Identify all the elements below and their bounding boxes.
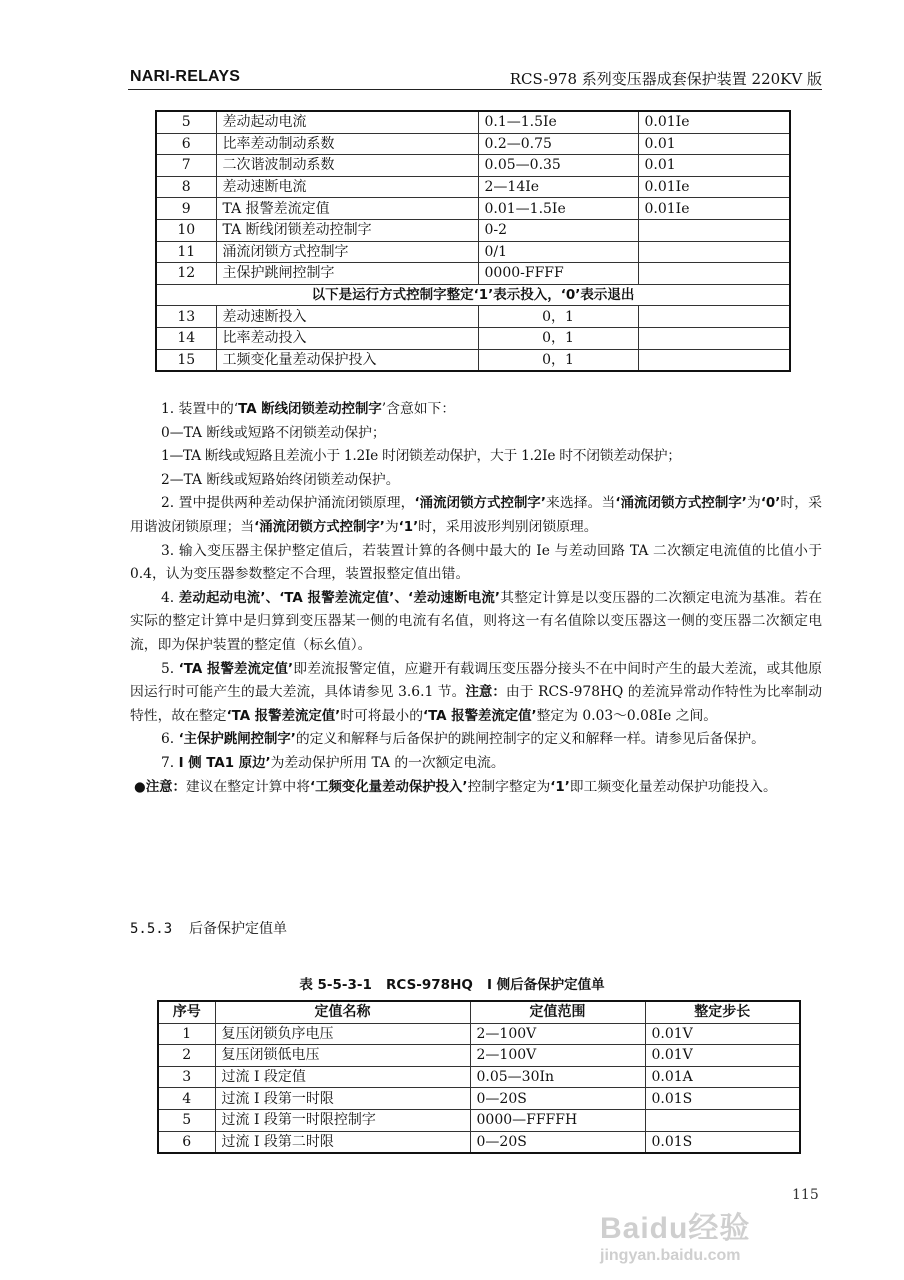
setting-range: 0/1: [478, 241, 638, 263]
setting-name: TA 报警差流定值: [216, 198, 478, 220]
para-7: [130, 752, 822, 776]
text: 1. 装置中的‘: [161, 401, 239, 417]
text: 时，采用波形判别闭锁原理。: [418, 518, 598, 535]
bold-text: ‘0’: [760, 496, 781, 512]
row-number: 5: [158, 1109, 215, 1131]
table-header-row: [158, 1001, 800, 1023]
row-number: 7: [156, 155, 216, 177]
col-header: 定值范围: [470, 1001, 645, 1023]
setting-name: 工频变化量差动保护投入: [216, 349, 478, 371]
table-note: 以下是运行方式控制字整定‘1’表示投入，‘0’表示退出: [156, 284, 790, 306]
row-number: 15: [156, 349, 216, 371]
setting-range: 0，1: [478, 306, 638, 328]
table-row: [156, 198, 790, 220]
text: 7.: [161, 754, 179, 771]
row-number: 9: [156, 198, 216, 220]
header-brand: NARI-RELAYS: [130, 68, 241, 85]
header-divider: [128, 89, 822, 90]
text: 整定为 0.03～0.08Ie 之间。: [536, 707, 718, 724]
bold-text: ‘TA 报警差流定值’: [423, 708, 537, 724]
table-row: [158, 1109, 800, 1131]
row-number: 6: [156, 133, 216, 155]
setting-range: 0000—FFFFH: [470, 1109, 645, 1131]
setting-name: 过流 I 段第一时限控制字: [215, 1109, 470, 1131]
row-number: 8: [156, 176, 216, 198]
setting-range: 0.05—30In: [470, 1066, 645, 1088]
table-note-row: [156, 284, 790, 306]
setting-name: 复压闭锁负序电压: [215, 1023, 470, 1045]
section-number: 5.5.3: [130, 921, 173, 937]
setting-name: TA 断线闭锁差动控制字: [216, 219, 478, 241]
setting-name: 复压闭锁低电压: [215, 1045, 470, 1067]
bold-text: ‘主保护跳闸控制字’: [178, 732, 296, 748]
text: 即差流报警定值，应避开有载调压变压器分接头不在中间时产生的最大差流，或其他原因运行时可能产生的最大差流，具体请参见 3.6.1 节。: [130, 660, 822, 701]
text: 其整定计算是以变压器的二次额定电流为基准。若在实际的整定计算中是归算到变压器某一侧的电流有名值，则将这一有名值除以变压器这一侧的变压器二次额定电流，即为保护装置的整定值（标幺值）。: [130, 589, 822, 653]
setting-range: 0.1—1.5Ie: [478, 111, 638, 133]
setting-name: 涌流闭锁方式控制字: [216, 241, 478, 263]
setting-step: [645, 1109, 800, 1131]
page-number: 115: [792, 1187, 819, 1203]
row-number: 1: [158, 1023, 215, 1045]
bold-text: 差动起动电流’、‘TA 报警差流定值’、‘差动速断电流’: [178, 590, 500, 606]
setting-step: [638, 263, 790, 285]
row-number: 5: [156, 111, 216, 133]
bold-text: ‘TA 报警差流定值’: [178, 661, 294, 677]
setting-step: [638, 306, 790, 328]
table-caption: 表 5-5-3-1 RCS-978HQ I 侧后备保护定值单: [299, 977, 605, 993]
setting-name: 过流 I 段定值: [215, 1066, 470, 1088]
table-row: [156, 219, 790, 241]
setting-name: 比率差动制动系数: [216, 133, 478, 155]
setting-step: 0.01: [638, 133, 790, 155]
bold-text: TA 断线闭锁差动控制字: [238, 402, 382, 417]
col-header: 定值名称: [215, 1001, 470, 1023]
text: 5.: [161, 660, 179, 677]
notes-body: [130, 398, 822, 799]
table-row: [158, 1088, 800, 1110]
table-row: [156, 155, 790, 177]
section-title: 后备保护定值单: [189, 921, 288, 937]
text: 6.: [161, 731, 179, 748]
table-row: [156, 263, 790, 285]
setting-name: 过流 I 段第一时限: [215, 1088, 470, 1110]
row-number: 3: [158, 1066, 215, 1088]
setting-name: 主保护跳闸控制字: [216, 263, 478, 285]
col-header: 序号: [158, 1001, 215, 1023]
setting-range: 2—100V: [470, 1023, 645, 1045]
setting-range: 0.2—0.75: [478, 133, 638, 155]
text: 时可将最小的: [340, 707, 423, 724]
row-number: 11: [156, 241, 216, 263]
para-1a: 0—TA 断线或短路不闭锁差动保护；: [161, 424, 386, 441]
para-5: [130, 658, 822, 729]
watermark-logo: Baidu经验: [600, 1212, 751, 1245]
row-number: 4: [158, 1088, 215, 1110]
bold-text: ‘涌流闭锁方式控制字’: [254, 519, 385, 535]
setting-range: 2—100V: [470, 1045, 645, 1067]
table-row: [156, 241, 790, 263]
bold-text: ‘1’: [398, 519, 419, 535]
bold-text: I 侧 TA1 原边’: [178, 755, 271, 771]
note-paragraph: [130, 776, 822, 800]
baidu-watermark: [600, 1214, 750, 1264]
setting-name: 差动速断投入: [216, 306, 478, 328]
bold-text: ●: [134, 779, 146, 795]
row-number: 2: [158, 1045, 215, 1067]
setting-step: [638, 327, 790, 349]
setting-step: 0.01V: [645, 1023, 800, 1045]
setting-step: [638, 349, 790, 371]
setting-name: 差动起动电流: [216, 111, 478, 133]
setting-range: 0-2: [478, 219, 638, 241]
header-title: RCS-978 系列变压器成套保护装置 220KV 版: [509, 70, 822, 88]
row-number: 14: [156, 327, 216, 349]
setting-range: 0000-FFFF: [478, 263, 638, 285]
para-6: [130, 728, 822, 752]
table-row: [156, 349, 790, 371]
text: 为差动保护所用 TA 的一次额定电流。: [270, 754, 505, 771]
bold-text: ‘TA 报警差流定值’: [226, 708, 341, 724]
text: 4.: [161, 589, 179, 606]
para-4: [130, 587, 822, 658]
text: ’含意如下：: [381, 401, 456, 417]
text: 控制字整定为: [467, 778, 551, 795]
text: 由于 RCS-978HQ 的差流异常动作特性为比率制动特性，故在整定: [130, 684, 822, 724]
setting-range: 0.05—0.35: [478, 155, 638, 177]
setting-step: 0.01Ie: [638, 176, 790, 198]
table-row: [158, 1131, 800, 1153]
setting-range: 0，1: [478, 349, 638, 371]
setting-range: 0—20S: [470, 1131, 645, 1153]
bold-text: ‘涌流闭锁方式控制字’: [414, 496, 546, 512]
table-row: [156, 176, 790, 198]
row-number: 10: [156, 219, 216, 241]
setting-name: 二次谐波制动系数: [216, 155, 478, 177]
para-1b: 1—TA 断线或短路且差流小于 1.2Ie 时闭锁差动保护，大于 1.2Ie 时不闭锁差动保护；: [161, 448, 681, 465]
text: 建议在整定计算中将: [185, 778, 311, 795]
setting-step: [638, 219, 790, 241]
text: 为: [746, 495, 761, 512]
table-row: [156, 327, 790, 349]
text: 即工频变化量差动保护功能投入。: [569, 778, 777, 795]
table-row: [158, 1066, 800, 1088]
text: 时，采用谐波闭锁原理；当: [130, 495, 822, 535]
row-number: 12: [156, 263, 216, 285]
bold-text: 注意：: [145, 779, 186, 795]
bold-text: ‘涌流闭锁方式控制字’: [615, 496, 747, 512]
table-row: [156, 306, 790, 328]
bold-text: 注意：: [465, 685, 506, 701]
table-row: [156, 133, 790, 155]
setting-step: 0.01V: [645, 1045, 800, 1067]
table-row: [158, 1045, 800, 1067]
para-1: [130, 398, 822, 422]
setting-step: 0.01Ie: [638, 111, 790, 133]
setting-name: 差动速断电流: [216, 176, 478, 198]
para-2: [130, 492, 822, 539]
setting-step: 0.01S: [645, 1131, 800, 1153]
settings-table-main: [155, 110, 791, 372]
backup-protection-table: [157, 1000, 801, 1154]
col-header: 整定步长: [645, 1001, 800, 1023]
watermark-url: jingyan.baidu.com: [600, 1247, 741, 1264]
setting-range: 0.01—1.5Ie: [478, 198, 638, 220]
setting-range: 2—14Ie: [478, 176, 638, 198]
row-number: 13: [156, 306, 216, 328]
table-row: [156, 111, 790, 133]
para-1c: 2—TA 断线或短路始终闭锁差动保护。: [161, 471, 400, 488]
setting-name: 过流 I 段第二时限: [215, 1131, 470, 1153]
table-row: [158, 1023, 800, 1045]
bold-text: ‘工频变化量差动保护投入’: [310, 779, 468, 795]
setting-step: 0.01: [638, 155, 790, 177]
setting-name: 比率差动投入: [216, 327, 478, 349]
para-3: 3. 输入变压器主保护整定值后，若装置计算的各侧中最大的 Ie 与差动回路 TA 二次额定电流值的比值小于 0.4，认为变压器参数整定不合理，装置报整定值出错。: [130, 542, 822, 583]
text: 的定义和解释与后备保护的跳闸控制字的定义和解释一样。请参见后备保护。: [295, 731, 765, 748]
setting-step: 0.01S: [645, 1088, 800, 1110]
row-number: 6: [158, 1131, 215, 1153]
setting-step: 0.01A: [645, 1066, 800, 1088]
section-heading: [130, 918, 287, 938]
bold-text: ‘1’: [550, 779, 570, 795]
setting-step: 0.01Ie: [638, 198, 790, 220]
setting-step: [638, 241, 790, 263]
setting-range: 0，1: [478, 327, 638, 349]
text: 为: [384, 518, 399, 535]
text: 2. 置中提供两种差动保护涌流闭锁原理，: [161, 495, 415, 512]
setting-range: 0—20S: [470, 1088, 645, 1110]
text: 来选择。当: [545, 495, 616, 512]
